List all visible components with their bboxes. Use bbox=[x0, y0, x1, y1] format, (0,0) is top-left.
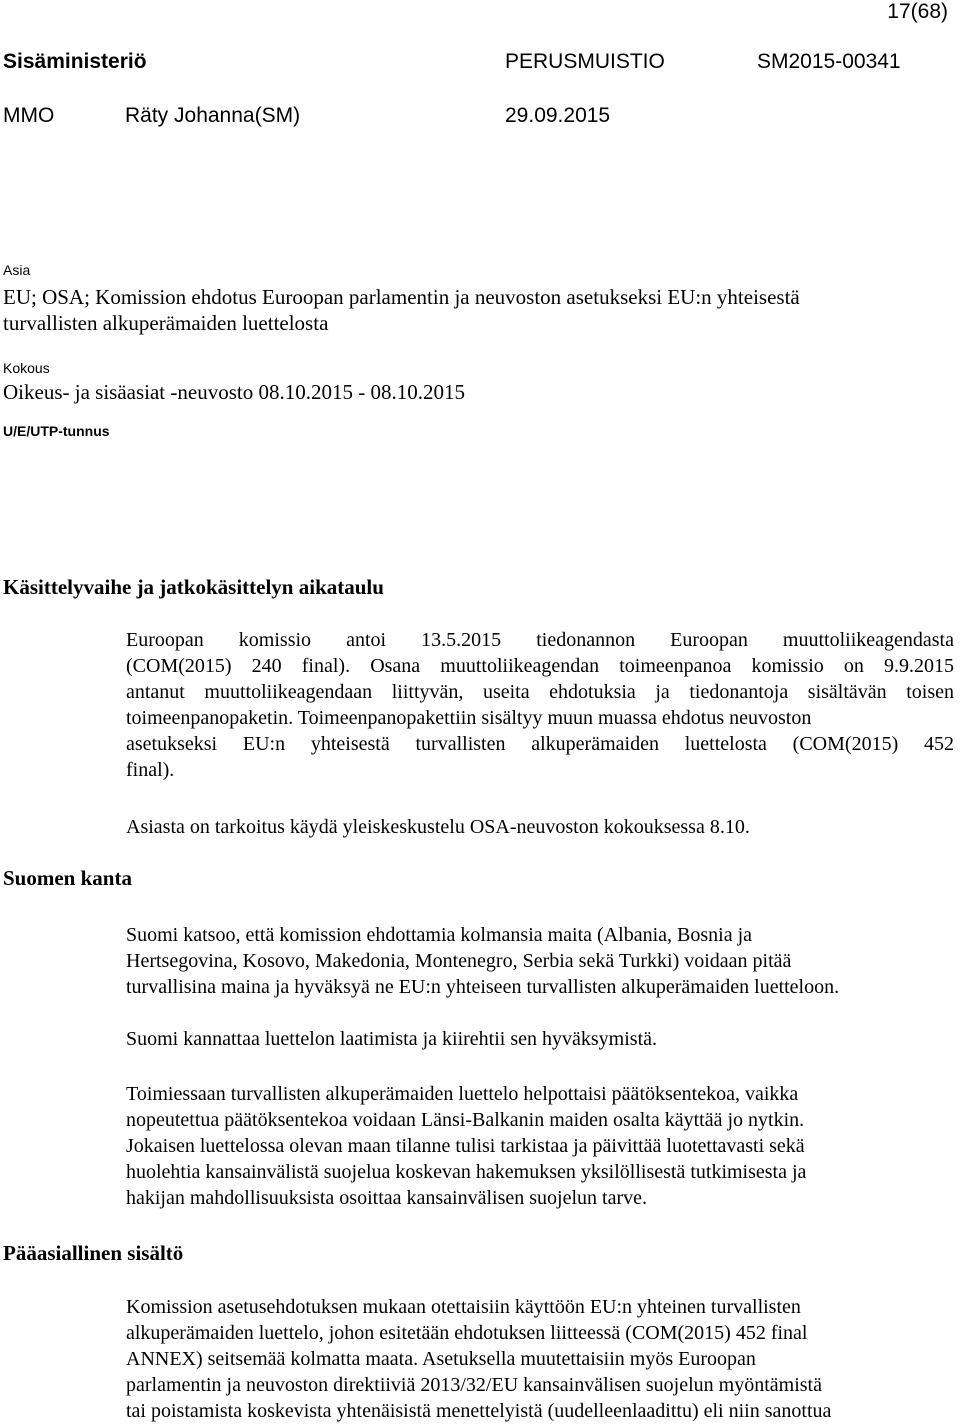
paragraph-line: toimeenpanopaketin. Toimeenpanopakettiin sisältyy muun muassa ehdotus neuvoston bbox=[126, 707, 812, 729]
paragraph-line: Komission asetusehdotuksen mukaan otettaisiin käyttöön EU:n yhteinen turvallisten bbox=[126, 1296, 801, 1318]
paragraph-line: (COM(2015) 240 final). Osana muuttoliikeagendan toimeenpanoa komissio on 9.9.2015 bbox=[126, 655, 954, 677]
document-type: PERUSMUISTIO bbox=[505, 50, 665, 73]
paragraph-line: parlamentin ja neuvoston direktiiviä 2013/32/EU kansainvälisen suojelun myöntämistä bbox=[126, 1374, 822, 1396]
paragraph-line: nopeutettua päätöksentekoa voidaan Länsi-Balkanin maiden osalta käyttää jo nytkin. bbox=[126, 1109, 805, 1131]
paragraph-line: antanut muuttoliikeagendaan liittyvän, useita ehdotuksia ja tiedonantoja sisältävän toisen bbox=[126, 681, 954, 703]
paragraph-line: Jokaisen luettelossa olevan maan tilanne tulisi tarkistaa ja päivittää luotettavasti sekä bbox=[126, 1135, 805, 1157]
meeting-label: Kokous bbox=[3, 360, 50, 376]
author: Räty Johanna(SM) bbox=[125, 104, 301, 127]
document-id: SM2015-00341 bbox=[757, 50, 901, 73]
paragraph-line: alkuperämaiden luettelo, johon esitetään ehdotuksen liitteessä (COM(2015) 452 final bbox=[126, 1322, 808, 1344]
process-paragraph-2: Asiasta on tarkoitus käydä yleiskeskustelu OSA-neuvoston kokouksessa 8.10. bbox=[126, 816, 750, 838]
meeting-value: Oikeus- ja sisäasiat -neuvosto 08.10.2015 - 08.10.2015 bbox=[3, 380, 465, 404]
paragraph-line: turvallisina maina ja hyväksyä ne EU:n yhteiseen turvallisten alkuperämaiden luetteloon. bbox=[126, 976, 840, 998]
subject-title-line: turvallisten alkuperämaiden luettelosta bbox=[3, 311, 329, 335]
department: MMO bbox=[3, 104, 55, 127]
paragraph-line: final). bbox=[126, 759, 175, 781]
paragraph-line: Euroopan komissio antoi 13.5.2015 tiedonannon Euroopan muuttoliikeagendasta bbox=[126, 629, 954, 651]
main-content-paragraph-1 bbox=[126, 1294, 954, 1424]
paragraph-line: Hertsegovina, Kosovo, Makedonia, Montenegro, Serbia sekä Turkki) voidaan pitää bbox=[126, 950, 792, 972]
subject-title-line: EU; OSA; Komission ehdotus Euroopan parlamentin ja neuvoston asetukseksi EU:n yhteisestä bbox=[3, 285, 800, 309]
section-heading-finland-position: Suomen kanta bbox=[3, 866, 132, 890]
document-date: 29.09.2015 bbox=[505, 104, 611, 127]
ue-utp-label: U/E/UTP-tunnus bbox=[3, 423, 110, 439]
paragraph-line: asetukseksi EU:n yhteisestä turvallisten alkuperämaiden luettelosta (COM(2015) 452 bbox=[126, 733, 954, 755]
process-paragraph-1 bbox=[126, 627, 954, 783]
subject-title bbox=[3, 284, 948, 336]
organization: Sisäministeriö bbox=[3, 50, 147, 73]
position-paragraph-2: Suomi kannattaa luettelon laatimista ja kiirehtii sen hyväksymistä. bbox=[126, 1028, 657, 1050]
paragraph-line: huolehtia kansainvälistä suojelua koskevan hakemuksen yksilöllisestä tutkimisesta ja bbox=[126, 1161, 807, 1183]
position-paragraph-3 bbox=[126, 1081, 954, 1211]
position-paragraph-1 bbox=[126, 922, 954, 1000]
page-number: 17(68) bbox=[887, 0, 948, 23]
paragraph-line: hakijan mahdollisuuksista osoittaa kansainvälisen suojelun tarve. bbox=[126, 1187, 648, 1209]
section-heading-main-content: Pääasiallinen sisältö bbox=[3, 1241, 184, 1265]
section-heading-process: Käsittelyvaihe ja jatkokäsittelyn aikataulu bbox=[3, 575, 384, 599]
subject-label: Asia bbox=[3, 262, 31, 278]
paragraph-line: Toimiessaan turvallisten alkuperämaiden luettelo helpottaisi päätöksentekoa, vaikka bbox=[126, 1083, 799, 1105]
paragraph-line: ANNEX) seitsemää kolmatta maata. Asetuksella muutettaisiin myös Euroopan bbox=[126, 1348, 756, 1370]
paragraph-line: Suomi katsoo, että komission ehdottamia kolmansia maita (Albania, Bosnia ja bbox=[126, 924, 753, 946]
paragraph-line: tai poistamista koskevista yhtenäisistä menettelyistä (uudelleenlaadittu) eli niin sanottua bbox=[126, 1400, 832, 1422]
